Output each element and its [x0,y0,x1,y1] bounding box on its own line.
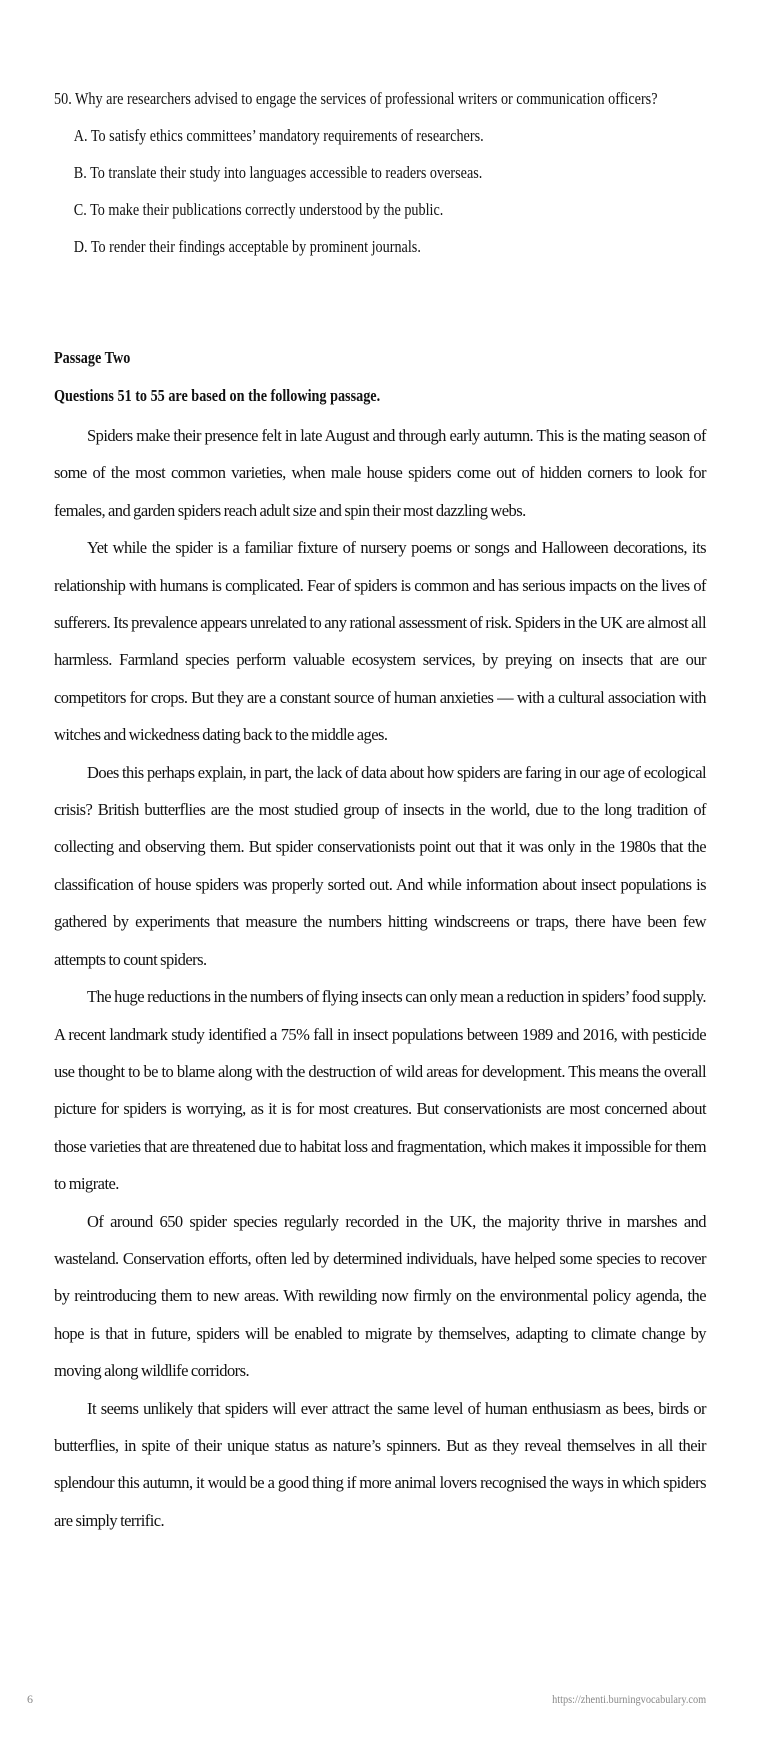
passage-title: Passage Two [54,348,131,367]
passage-header [54,339,706,415]
question-stem: 50. Why are researchers advised to engage the services of professional writers or communication officers? [54,89,658,108]
option-b: B. To translate their study into languages accessible to readers overseas. [73,163,483,182]
option-d: D. To render their findings acceptable by prominent journals. [73,237,421,256]
question-50 [54,80,706,265]
paragraph-5: Of around 650 spider species regularly recorded in the UK, the majority thrive in marshes and wasteland. Conservation efforts, often led by determined individuals, have helped some species to recover by reintroducing them to new areas. With rewilding now firmly on the environmental policy agenda, the hope is that in future, spiders will be enabled to migrate by themselves, adapting to climate change by moving along wildlife corridors. [54,1211,706,1381]
paragraph-6: It seems unlikely that spiders will ever attract the same level of human enthusiasm as bees, birds or butterflies, in spite of their unique status as nature’s spinners. But as they reveal themselves in all their splendour this autumn, it would be a good thing if more animal lovers recognised the ways in which spiders are simply terrific. [54,1398,706,1530]
option-a: A. To satisfy ethics committees’ mandatory requirements of researchers. [73,126,484,145]
paragraph-1: Spiders make their presence felt in late August and through early autumn. This is the mating season of some of the most common varieties, when male house spiders come out of hidden corners to look for females, and garden spiders reach adult size and spin their most dazzling webs. [54,426,706,520]
passage-instruction: Questions 51 to 55 are based on the following passage. [54,386,381,405]
page-footer [0,1688,760,1712]
paragraph-2: Yet while the spider is a familiar fixture of nursery poems or songs and Halloween decorations, its relationship with humans is complicated. Fear of spiders is common and has serious impacts on the lives of sufferers. Its prevalence appears unrelated to any rational assessment of risk. Spiders in the UK are almost all harmless. Farmland species perform valuable ecosystem services, by preying on insects that are our competitors for crops. But they are a constant source of human anxieties — with a cultural association with witches and wickedness dating back to the middle ages. [54,538,706,745]
passage-body [54,417,706,1539]
answer-options [54,117,706,265]
footer-url[interactable]: https://zhenti.burningvocabulary.com [551,1692,706,1706]
paragraph-3: Does this perhaps explain, in part, the lack of data about how spiders are faring in our age of ecological crisis? British butterflies are the most studied group of insects in the world, due to the long tradition of collecting and observing them. But spider conservationists point out that it was only in the 1980s that the classification of house spiders was properly sorted out. And while information about insect populations is gathered by experiments that measure the numbers hitting windscreens or traps, there have been few attempts to count spiders. [54,762,706,969]
paragraph-4: The huge reductions in the numbers of flying insects can only mean a reduction in spiders’ food supply. A recent landmark study identified a 75% fall in insect populations between 1989 and 2016, with pesticide use thought to be to blame along with the destruction of wild areas for development. This means the overall picture for spiders is worrying, as it is for most creatures. But conservationists are most concerned about those varieties that are threatened due to habitat loss and fragmentation, which makes it impossible for them to migrate. [54,987,706,1194]
document-page [54,80,706,1539]
page-number: 6 [27,1692,33,1706]
option-c: C. To make their publications correctly understood by the public. [73,200,444,219]
